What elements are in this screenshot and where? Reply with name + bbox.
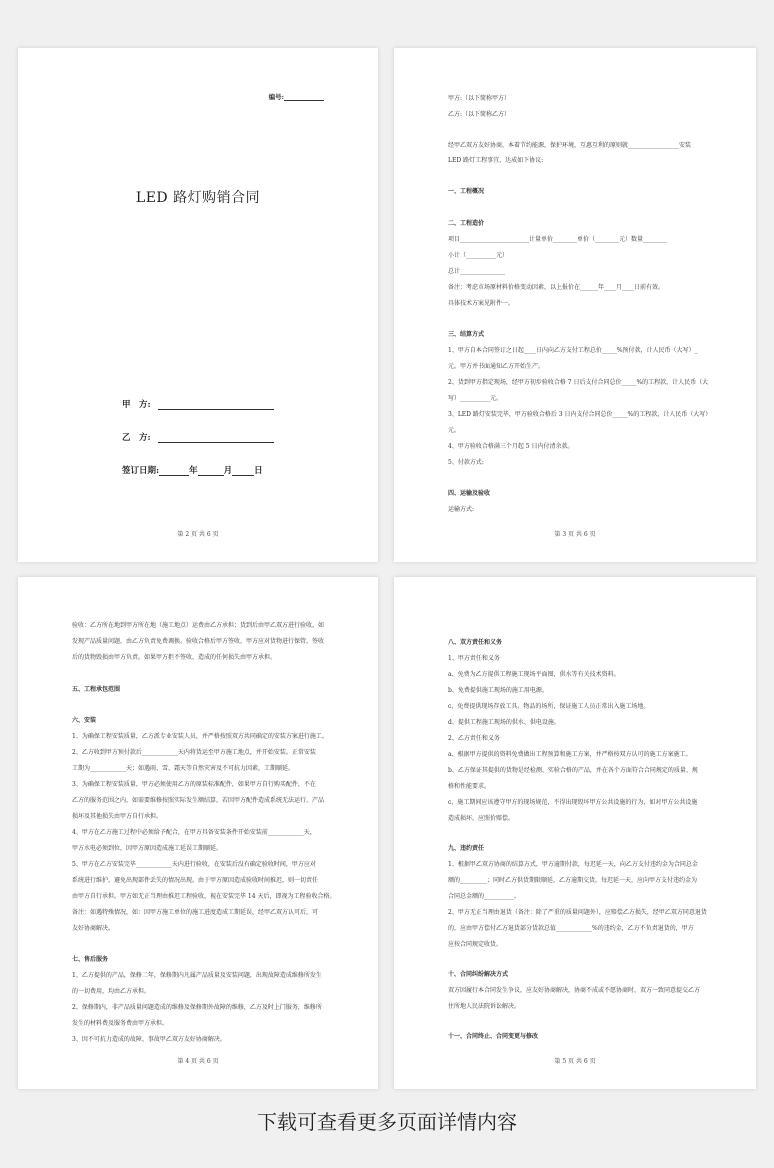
text-line: b、免费提供施工现场的施工用电源。 — [448, 687, 548, 694]
text-line: 运输方式: — [448, 506, 475, 513]
text-line: 小计（__________元） — [448, 252, 509, 259]
text-line: c、施工期间应该遵守甲方的现场规范，不得出现毁坏甲方公共设施的行为，如对甲方公共设施 — [448, 799, 698, 806]
text-line: 5、甲方在乙方安装完毕____________天内进行验收，在安装后没有确定验收时间，甲方应对 — [72, 861, 316, 868]
text-line: 2、乙方收到甲方预付款后____________天内将货运至甲方施工地点，并开始安装。正常安装 — [72, 749, 316, 756]
text-line: 住所地人民法院诉讼解决。 — [448, 1003, 521, 1010]
contract-title: LED 路灯购销合同 — [135, 190, 261, 206]
text-line: 备注：如遇特殊情况，如：因甲方施工单位的施工进度造成工期延误，经甲乙双方认可后，可 — [72, 909, 319, 916]
text-line: 1、乙方提供的产品，保修二年，保修期内凡属产品质量及安装问题，出现故障造成维修所发生 — [72, 972, 322, 979]
text-line: 友好协商解决。 — [72, 925, 115, 932]
text-line: 2、乙方责任和义务 — [448, 735, 500, 742]
text-line: a、免费为乙方提供工程施工现场平面图，供水等有关技术资料。 — [448, 671, 620, 678]
section-heading: 五、工程承包范围 — [72, 686, 121, 693]
text-line: 4、甲方验收合格满三个月起 5 日内付清余款。 — [448, 443, 574, 450]
text-line: 4、甲方在乙方施工过程中必须给予配合，在甲方具备安装条件开始安装前____________天， — [72, 829, 316, 836]
text-line: 乙方的服务范围之内，如需要维修按照实际发生额结算，若因甲方配件造成系统无法运行、产品 — [72, 797, 325, 804]
text-line: 合同总金额的__________。 — [448, 893, 521, 900]
text-line: 3、LED 路灯安装完毕，甲方验收合格后 3 日内支付合同总价_____%的工程款，计人民币（大写） — [448, 411, 712, 418]
text-line: 2、保修期内，非产品质量问题造成的维修及保修期外故障的维修，乙方及时上门服务，维修所 — [72, 1004, 322, 1011]
text-line: 元。甲方并书面通知乙方开始生产。 — [448, 363, 545, 370]
section-heading: 十一、合同终止、合同变更与修改 — [448, 1033, 539, 1040]
text-line: 格和性能要求。 — [448, 783, 491, 790]
year-label: 年 — [189, 466, 198, 476]
section-heading: 七、售后服务 — [72, 956, 109, 963]
month-blank — [198, 466, 224, 476]
text-line: 应按合同规定收货。 — [448, 941, 503, 948]
text-line: 1、根据甲乙双方协商的结算方式，甲方逾期付款，每迟延一天，向乙方支付违约金为合同总金 — [448, 861, 698, 868]
text-line: 元。 — [448, 427, 461, 434]
party-a-row — [122, 398, 274, 410]
text-line: 2、甲方无正当理由退货（备注：除了严重的质量问题外），应赔偿乙方损失，经甲乙双方同意退货 — [448, 909, 707, 916]
download-caption: 下载可查看更多页面详情内容 — [257, 1110, 517, 1134]
text-line: 具体技术方案见附件一。 — [448, 300, 515, 307]
text-line: 双方因履行本合同发生争议，应友好协商解决，协商不成或不愿协商时，双方一致同意提交乙方 — [448, 987, 701, 994]
text-line: 发生的材料费及服务费由甲方承担。 — [72, 1020, 169, 1027]
section-heading: 八、双方责任和义务 — [448, 639, 503, 646]
party-a-blank — [158, 400, 274, 410]
serial-blank — [284, 94, 324, 101]
text-line: 项目_______________________计量单价________单价（________元）数量________ — [448, 236, 668, 243]
sign-date-row — [122, 464, 263, 476]
text-line: LED 路灯工程事宜，达成如下协议: — [448, 157, 544, 164]
text-line: 造成损坏，应照价赔偿。 — [448, 815, 515, 822]
text-line: 的一切费用，均由乙方承担。 — [72, 988, 151, 995]
text-line: 2、货到甲方指定现场，经甲方初步验收合格 7 日后支付合同总价_____%的工程款，计人民币（大 — [448, 379, 709, 386]
text-line: c、免费提供现场存放工具、物品的场所，保证施工人员正常出入施工场地。 — [448, 703, 650, 710]
page-footer: 第 2 页 共 6 页 — [177, 531, 219, 538]
text-line: 5、付款方式: — [448, 459, 484, 466]
section-heading: 十、合同纠纷解决方式 — [448, 971, 509, 978]
party-b-row — [122, 431, 274, 443]
section-heading: 一、工程概况 — [448, 188, 485, 195]
text-line: 验收：乙方所在地到甲方所在地（施工地点）运费由乙方承担；货到后由甲乙双方进行验收，如 — [72, 622, 325, 629]
page-footer: 第 4 页 共 6 页 — [177, 1058, 219, 1065]
text-line: b、乙方保证其提供的货物是经检测、实验合格的产品，并在各个方面符合合同规定的质量、规 — [448, 767, 698, 774]
month-label: 月 — [223, 466, 233, 476]
section-heading: 三、结算方式 — [448, 331, 485, 338]
text-line: 系统进行维护，避免出现部件丢失的情况出现。由于甲方原因造成验收时间推迟，则一切责任 — [72, 877, 319, 884]
text-line: 总计_______________ — [448, 268, 506, 275]
day-label: 日 — [254, 466, 263, 476]
page-cover — [18, 48, 378, 562]
party-b-blank — [158, 433, 274, 443]
text-line: 1、甲方责任和义务 — [448, 655, 500, 662]
text-line: 3、因不可抗力造成的故障、事故甲乙双方友好协商解决。 — [72, 1036, 226, 1043]
text-line: a、根据甲方提供的资料免费做出工程预算和施工方案，并严格按双方认可的施工方案施工。 — [448, 751, 692, 758]
text-line: 3、为确保工程安装质量，甲方必须使用乙方的原装标准配件，如果甲方自行购买配件，不在 — [72, 781, 316, 788]
text-line: 甲方水电必须到位，因甲方原因造成施工延误工期顺延。 — [72, 845, 223, 852]
text-line: 的，应由甲方偿付乙方退货部分货款总值____________%的违约金，乙方不负责退货的，甲方 — [448, 925, 694, 932]
text-line: 后的货物毁损由甲方负责。如果甲方拒不签收，造成的任何损失由甲方承担。 — [72, 654, 277, 661]
text-line: 1、为确保工程安装质量，乙方派专业安装人员，并严格按照双方共同确定的安装方案进行施工。 — [72, 733, 328, 740]
party-b-label: 乙 方: — [122, 433, 151, 443]
day-blank — [232, 466, 254, 476]
text-line: 经甲乙双方友好协商，本着节约能源，保护环境，互惠互利的原则就_________________安装 — [448, 142, 692, 149]
party-a-label: 甲 方: — [122, 400, 151, 410]
page-terms-1 — [394, 48, 756, 562]
text-line: 1、甲方自本合同签订之日起____日内向乙方支付工程总价_____%预付款，计人民币（大写）_ — [448, 347, 698, 354]
serial-label: 编号: — [268, 93, 284, 101]
text-line: 由甲方自行承担。甲方如无正当理由推迟工程验收，视在安装完毕 14 天后，即视为工程验收合格。 — [72, 893, 336, 900]
text-line: 备注：考虑市场原材料价格变动因素，以上报价在______年____月____日前有效。 — [448, 284, 665, 291]
section-heading: 六、安装 — [72, 717, 97, 724]
section-heading: 四、运输及验收 — [448, 490, 491, 497]
page-terms-2 — [18, 577, 378, 1089]
text-line: 额的_________；同时乙方供货期限顺延，乙方逾期交货，每迟延一天，应向甲方支付违约金为 — [448, 877, 698, 884]
text-line: 乙方:（以下简称乙方） — [448, 111, 511, 118]
page-terms-3 — [394, 577, 756, 1089]
sign-date-label: 签订日期: — [122, 466, 160, 476]
page-footer: 第 5 页 共 6 页 — [554, 1058, 596, 1065]
text-line: 工期为____________天；如遇雨、雪、霜天等自然灾害及不可抗力因素，工期顺延。 — [72, 765, 295, 772]
text-line: d、提供工程施工现场的供水、供电设施。 — [448, 719, 560, 726]
section-heading: 九、违约责任 — [448, 845, 485, 852]
year-blank — [159, 466, 189, 476]
page-footer: 第 3 页 共 6 页 — [554, 531, 596, 538]
text-line: 损坏及其他损失由甲方自行承担。 — [72, 813, 163, 820]
section-heading: 二、工程造价 — [448, 220, 485, 227]
serial-number — [269, 92, 324, 101]
text-line: 写）__________元。 — [448, 395, 503, 402]
text-line: 甲方:（以下简称甲方） — [448, 95, 511, 102]
text-line: 发现产品质量问题，由乙方负责免费调换。验收合格后甲方签收，甲方应对货物进行保管，签收 — [72, 638, 325, 645]
